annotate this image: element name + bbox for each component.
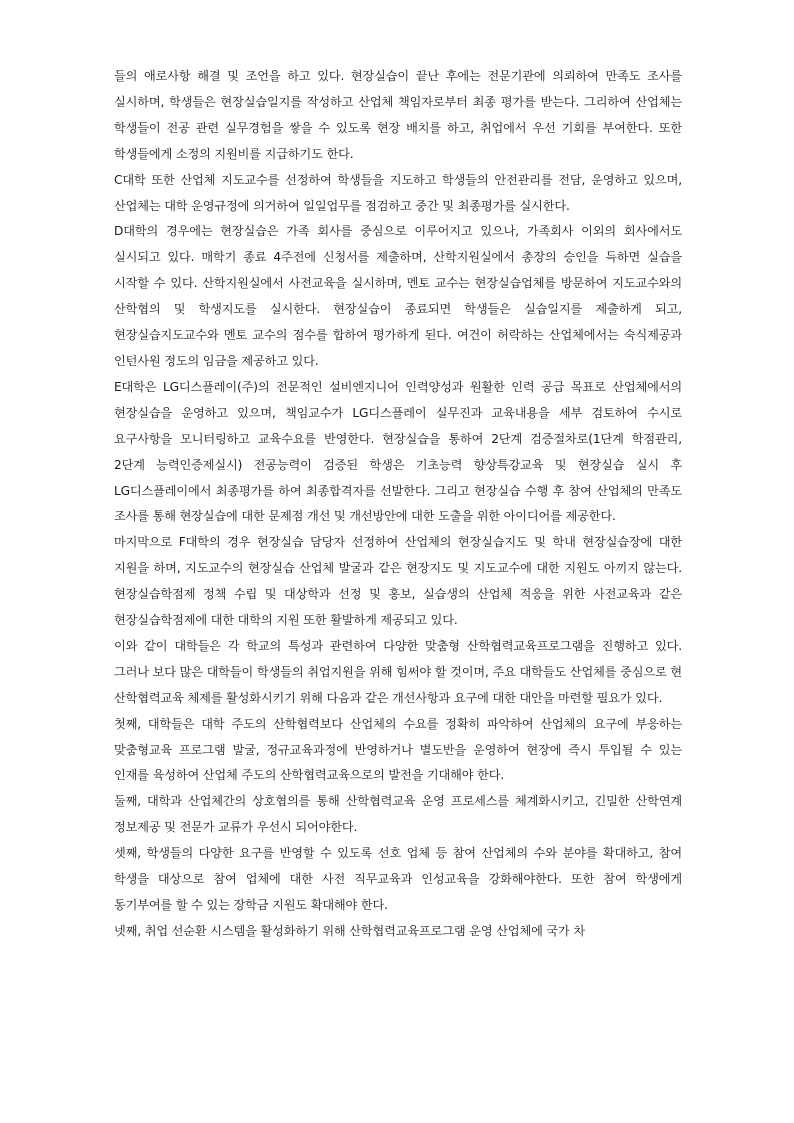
paragraph-c-university: C대학 또한 산업체 지도교수를 선정하여 학생들을 지도하고 학생들의 안전관리를 전담, 운영하고 있으며, 산업체는 대학 운영규정에 의거하여 일일업무를 점검하고 중간 및 최종평가를 실시한다. (114, 172, 682, 213)
paragraph-continuation: 들의 애로사항 해결 및 조언을 하고 있다. 현장실습이 끝난 후에는 전문기관에 의뢰하여 만족도 조사를 실시하며, 학생들은 현장실습일지를 작성하고 산업체 책임자로부터 최종 평가를 받는다. 그리하여 산업체는 학생들이 전공 관련 실무경험을 쌓을 수 있도록 현장 배치를 하고, 취업에서 우선 기회를 부여한다. 또한 학생들에게 소정의 지원비를 지급하기도 한다. (114, 69, 682, 161)
paragraph-d-university: D대학의 경우에는 현장실습은 가족 회사를 중심으로 이루어지고 있으나, 가족회사 이외의 회사에서도 실시되고 있다. 매학기 종료 4주전에 신청서를 제출하며, 산학지원실에서 총장의 승인을 득하면 실습을 시작할 수 있다. 산학지원실에서 사전교육을 실시하며, 멘토 교수는 현장실습업체를 방문하여 지도교수와의 산학협의 및 학생지도를 실시한다. 현장실습이 종료되면 학생들은 실습일지를 제출하게 되고, 현장실습지도교수와 멘토 교수의 점수를 합하여 평가하게 된다. 여건이 허락하는 산업체에서는 숙식제공과 인턴사원 정도의 임금을 제공하고 있다. (114, 224, 682, 368)
paragraph-first-point: 첫째, 대학들은 대학 주도의 산학협력보다 산업체의 수요를 정확히 파악하여 산업체의 요구에 부응하는 맞춤형교육 프로그램 발굴, 정규교육과정에 반영하거나 별도반을 운영하여 현장에 즉시 투입될 수 있는 인재를 육성하여 산업체 주도의 산학협력교육으로의 발전을 기대해야 한다. (114, 716, 682, 783)
paragraph-fourth-point: 넷째, 취업 선순환 시스템을 활성화하기 위해 산학협력교육프로그램 운영 산업체에 국가 차 (114, 923, 586, 938)
paragraph-e-university: E대학은 LG디스플레이(주)의 전문적인 설비엔지니어 인력양성과 원활한 인력 공급 목표로 산업체에서의 현장실습을 운영하고 있으며, 책임교수가 LG디스플레이 실무진과 교육내용을 세부 검토하여 수시로 요구사항을 모니터링하고 교육수요를 반영한다. 현장실습을 통하여 2단계 검증절차로(1단계 학점관리, 2단계 능력인증제실시) 전공능력이 검증된 학생은 기초능력 향상특강교육 및 현장실습 실시 후 LG디스플레이에서 최종평가를 하여 최종합격자를 선발한다. 그리고 현장실습 수행 후 참여 산업체의 만족도 조사를 통해 현장실습에 대한 문제점 개선 및 개선방안에 대한 도출을 위한 아이디어를 제공한다. (114, 379, 682, 524)
paragraph-third-point: 셋째, 학생들의 다양한 요구를 반영할 수 있도록 선호 업체 등 참여 산업체의 수와 분야를 확대하고, 참여 학생을 대상으로 참여 업체에 대한 사전 직무교육과 인성교육을 강화해야한다. 또한 참여 학생에게 동기부여를 할 수 있는 장학금 지원도 확대해야 한다. (114, 846, 682, 912)
paragraph-second-point: 둘째, 대학과 산업체간의 상호협의를 통해 산학협력교육 운영 프로세스를 체계화시키고, 긴밀한 산학연계 정보제공 및 전문가 교류가 우선시 되어야한다. (114, 794, 682, 835)
paragraph-f-university: 마지막으로 F대학의 경우 현장실습 담당자 선정하여 산업체의 현장실습지도 및 학내 현장실습장에 대한 지원을 하며, 지도교수의 현장실습 산업체 발굴과 같은 현장지도 및 지도교수에 대한 지원도 아끼지 않는다. 현장실습학점제 정책 수립 및 대상학과 선정 및 홍보, 실습생의 산업체 적응을 위한 사전교육과 같은 현장실습학점제에 대한 대학의 지원 또한 활발하게 제공되고 있다. (114, 535, 682, 628)
paragraph-summary: 이와 같이 대학들은 각 학교의 특성과 관련하여 다양한 맞춤형 산학협력교육프로그램을 진행하고 있다. 그러나 보다 많은 대학들이 학생들의 취업지원을 위해 힘써야 할 것이며, 주요 대학들도 산업체를 중심으로 현 산학협력교육 체제를 활성화시키기 위해 다음과 같은 개선사항과 요구에 대한 대안을 마련할 필요가 있다. (114, 638, 682, 705)
